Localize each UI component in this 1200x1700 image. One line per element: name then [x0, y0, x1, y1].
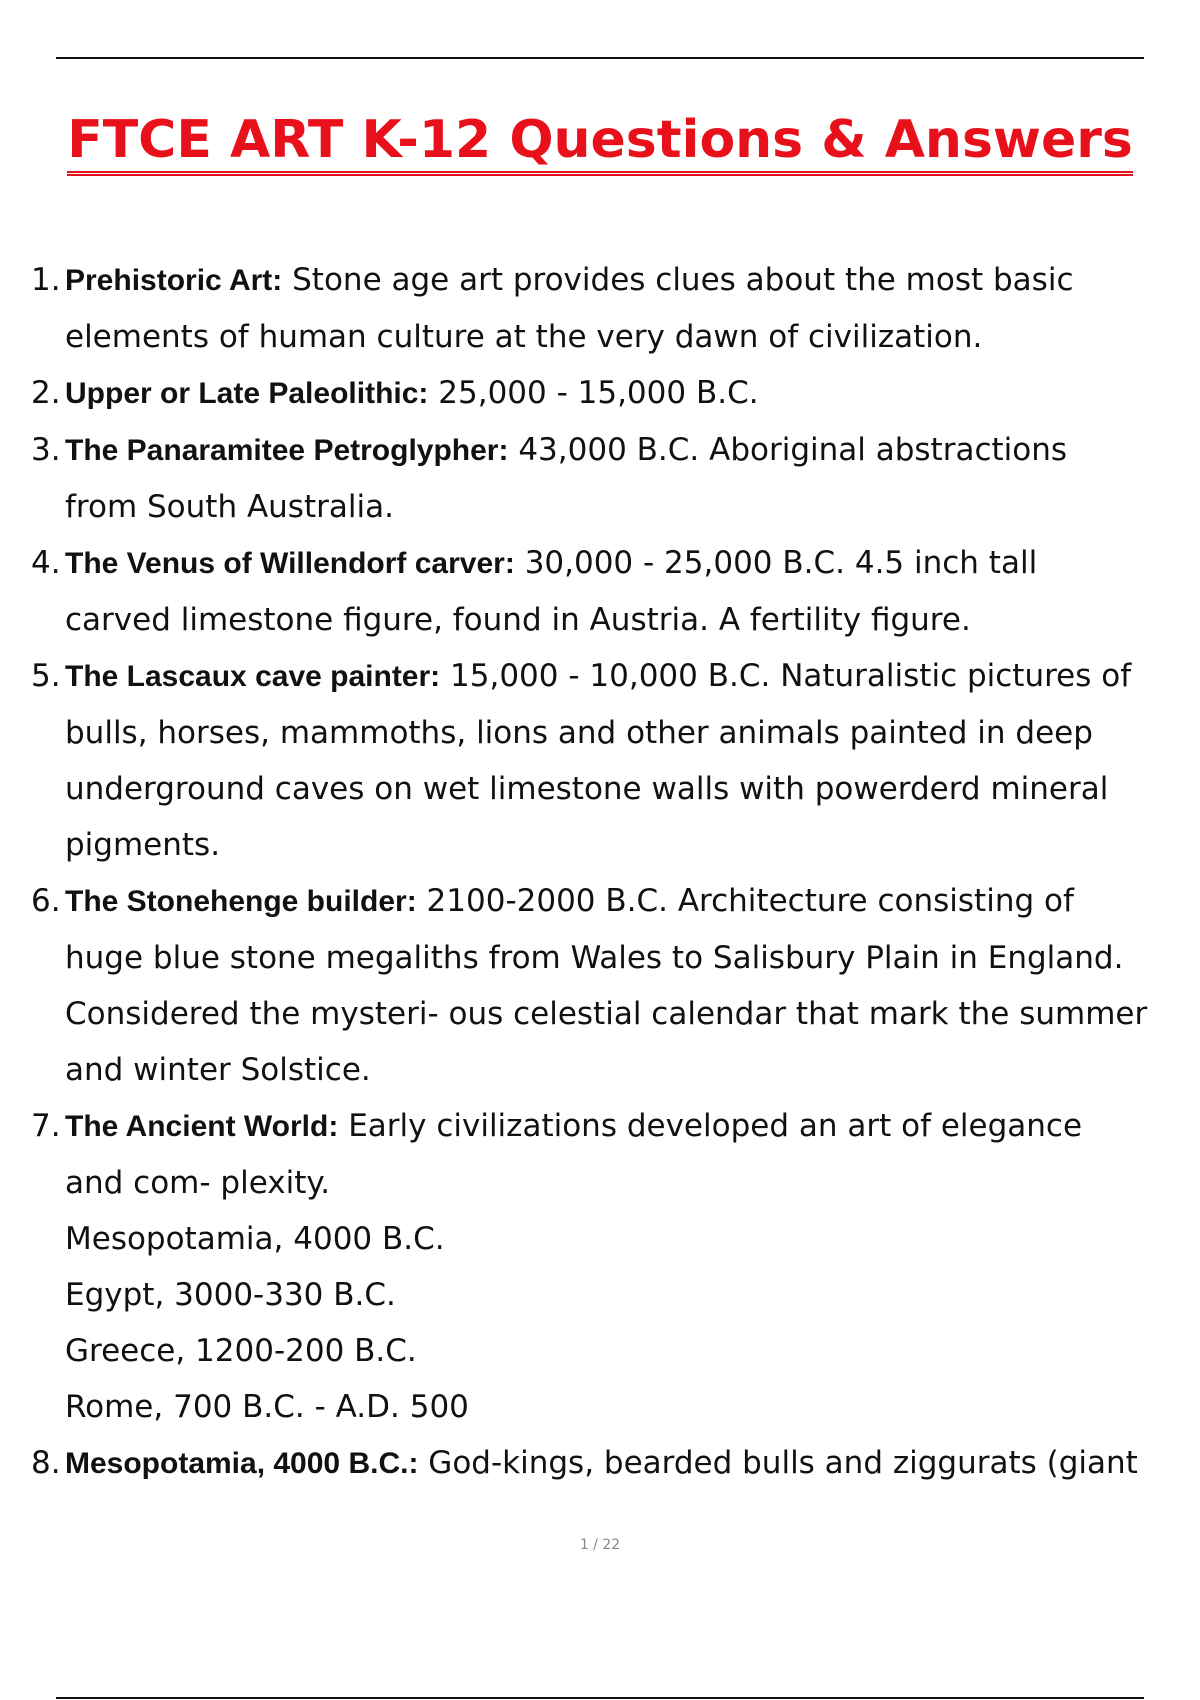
item-definition: God-kings, bearded bulls and ziggurats (giant: [428, 1445, 1138, 1481]
item-continuation-line: Mesopotamia, 4000 B.C.: [65, 1221, 445, 1257]
item-number: 2.: [31, 375, 61, 411]
item-term: Mesopotamia, 4000 B.C.:: [65, 1447, 419, 1480]
qa-list: [31, 252, 1191, 1492]
qa-item: [31, 365, 1191, 422]
item-continuation-line: carved limestone figure, found in Austria. A fertility figure.: [65, 602, 971, 638]
item-definition: Stone age art provides clues about the most basic: [292, 262, 1074, 298]
item-continuation-line: Rome, 700 B.C. - A.D. 500: [65, 1389, 469, 1425]
qa-item: [31, 648, 1191, 873]
bottom-rule: [56, 1697, 1144, 1699]
item-number: 3.: [31, 432, 61, 468]
item-continuation-line: bulls, horses, mammoths, lions and other animals painted in deep: [65, 715, 1093, 751]
qa-item: [31, 1435, 1191, 1492]
item-continuation-line: underground caves on wet limestone walls with powerderd mineral: [65, 771, 1109, 807]
item-term: The Stonehenge builder:: [65, 885, 417, 918]
item-continuation-line: pigments.: [65, 827, 221, 863]
item-first-line: [65, 535, 1191, 592]
page-title: FTCE ART K-12 Questions & Answers: [0, 108, 1200, 172]
item-continuation-line: Egypt, 3000-330 B.C.: [65, 1277, 396, 1313]
item-first-line: [65, 422, 1191, 479]
item-number: 7.: [31, 1108, 61, 1144]
item-continuation-line: and winter Solstice.: [65, 1052, 371, 1088]
item-first-line: [65, 365, 1191, 422]
item-number: 5.: [31, 658, 61, 694]
item-term: The Ancient World:: [65, 1110, 339, 1143]
item-definition: 2100-2000 B.C. Architecture consisting of: [426, 883, 1074, 919]
item-first-line: [65, 1098, 1191, 1155]
item-number: 8.: [31, 1445, 61, 1481]
item-first-line: [65, 252, 1191, 309]
qa-item: [31, 422, 1191, 535]
item-number: 1.: [31, 262, 61, 298]
item-definition: 25,000 - 15,000 B.C.: [438, 375, 759, 411]
item-continuation-line: from South Australia.: [65, 489, 394, 525]
item-continuation-line: and com- plexity.: [65, 1165, 331, 1201]
qa-item: [31, 1098, 1191, 1435]
qa-item: [31, 535, 1191, 648]
item-term: Upper or Late Paleolithic:: [65, 377, 429, 410]
page-number: 1 / 22: [579, 1537, 621, 1553]
qa-item: [31, 252, 1191, 365]
item-term: The Panaramitee Petroglypher:: [65, 434, 509, 467]
top-rule: [56, 57, 1144, 59]
item-number: 6.: [31, 883, 61, 919]
item-first-line: [65, 873, 1191, 930]
item-definition: Early civilizations developed an art of elegance: [348, 1108, 1083, 1144]
item-continuation-line: Considered the mysteri- ous celestial calendar that mark the summer: [65, 996, 1148, 1032]
item-term: The Venus of Willendorf carver:: [65, 547, 515, 580]
item-continuation-line: huge blue stone megaliths from Wales to Salisbury Plain in England.: [65, 940, 1124, 976]
item-continuation-line: elements of human culture at the very dawn of civilization.: [65, 319, 983, 355]
item-first-line: [65, 1435, 1191, 1492]
item-definition: 43,000 B.C. Aboriginal abstractions: [518, 432, 1068, 468]
item-term: The Lascaux cave painter:: [65, 660, 441, 693]
item-first-line: [65, 648, 1191, 705]
item-definition: 15,000 - 10,000 B.C. Naturalistic pictures of: [450, 658, 1132, 694]
item-continuation-line: Greece, 1200-200 B.C.: [65, 1333, 417, 1369]
item-term: Prehistoric Art:: [65, 264, 283, 297]
item-definition: 30,000 - 25,000 B.C. 4.5 inch tall: [524, 545, 1038, 581]
qa-item: [31, 873, 1191, 1098]
item-number: 4.: [31, 545, 61, 581]
